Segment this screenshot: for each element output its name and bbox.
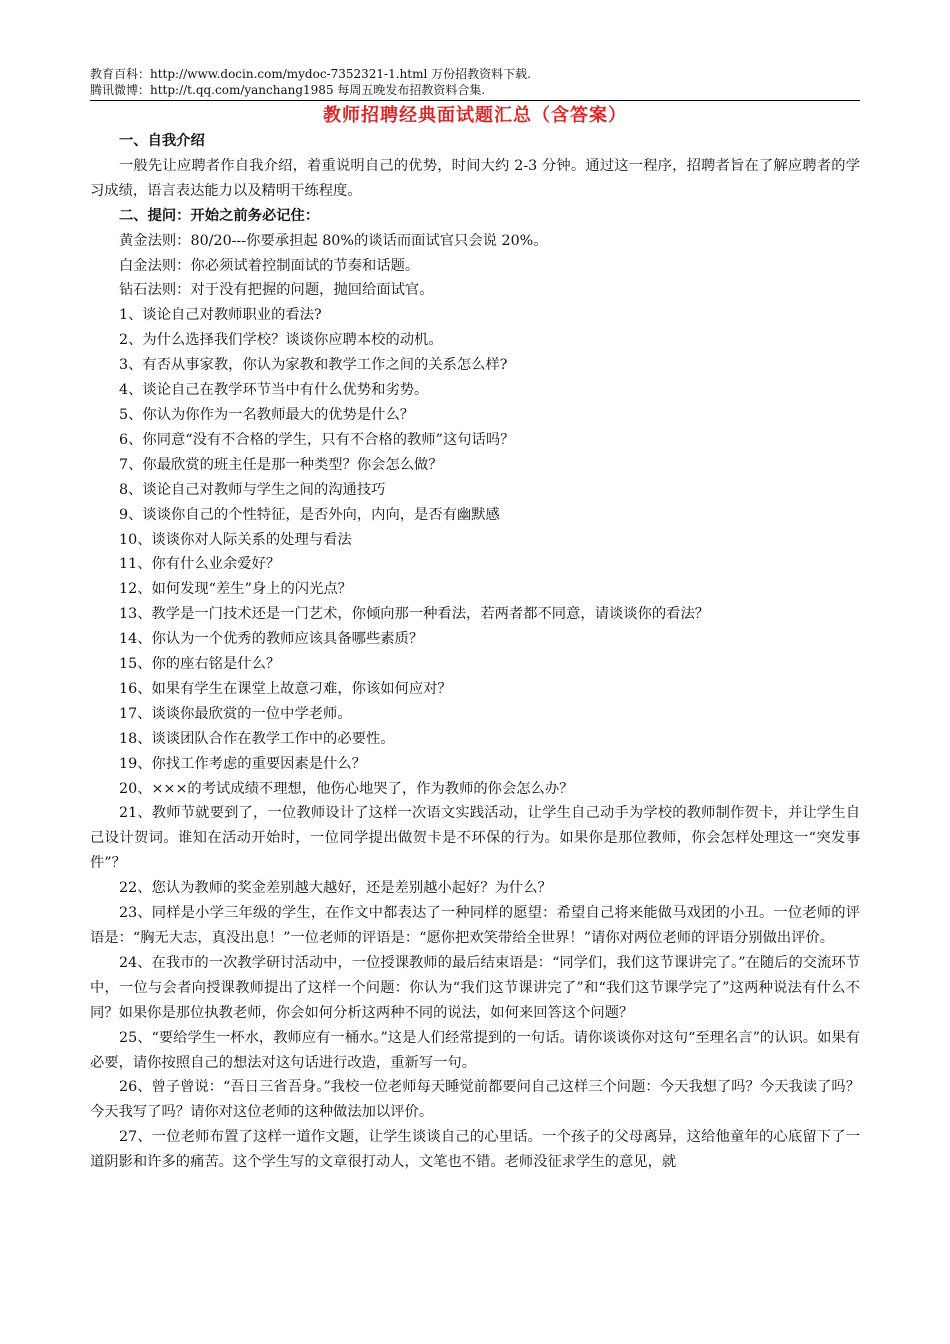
paragraph: 11、你有什么业余爱好？: [119, 556, 281, 573]
paragraph: 6、你同意“没有不合格的学生，只有不合格的教师”这句话吗？: [119, 431, 515, 448]
paragraph: 2、为什么选择我们学校？谈谈你应聘本校的动机。: [119, 332, 443, 349]
paragraph: 4、谈论自己在教学环节当中有什么优势和劣势。: [119, 382, 429, 399]
paragraph: 26、曾子曾说：“吾日三省吾身。”我校一位老师每天睡觉前都要问自己这样三个问题：今天我想了吗？今天我读了吗？今天我写了吗？请你对这位老师的这种做法加以评价。: [90, 1079, 860, 1121]
paragraph: 9、谈谈你自己的个性特征，是否外向，内向，是否有幽默感: [119, 506, 500, 523]
paragraph: 23、同样是小学三年级的学生，在作文中都表达了一种同样的愿望：希望自己将来能做马戏团的小丑。一位老师的评语是：“胸无大志，真没出息！”一位老师的评语是：“愿你把欢笑带给全世界！”请你对两位老师的评语分别做出评价。: [90, 905, 860, 946]
paragraph: 7、你最欣赏的班主任是那一种类型？你会怎么做？: [119, 456, 443, 473]
paragraph: 白金法则：你必须试着控制面试的节奏和话题。: [119, 257, 420, 274]
paragraph: 14、你认为一个优秀的教师应该具备哪些素质？: [119, 631, 424, 648]
paragraph: 钻石法则：对于没有把握的问题，抛回给面试官。: [119, 282, 434, 299]
paragraph: 13、教学是一门技术还是一门艺术，你倾向那一种看法，若两者都不同意，请谈谈你的看法？: [119, 606, 710, 623]
section-heading: 一、自我介绍: [119, 133, 205, 149]
paragraph: 18、谈谈团队合作在教学工作中的必要性。: [119, 730, 395, 747]
header-line-1: 教育百科：http://www.docin.com/mydoc-7352321-1.html 万份招教资料下载.: [90, 67, 531, 81]
paragraph: 黄金法则：80/20---你要承担起 80%的谈话而面试官只会说 20%。: [119, 232, 548, 249]
header-line-2: 腾讯微博：http://t.qq.com/yanchang1985 每周五晚发布招教资料合集.: [90, 83, 486, 97]
section-heading: 二、提问：开始之前务必记住：: [119, 207, 320, 224]
paragraph: 3、有否从事家教，你认为家教和教学工作之间的关系怎么样?: [119, 357, 508, 374]
paragraph: 22、您认为教师的奖金差别越大越好，还是差别越小起好？为什么？: [119, 880, 552, 897]
paragraph: 10、谈谈你对人际关系的处理与看法: [119, 531, 352, 548]
paragraph: 12、如何发现“差生”身上的闪光点？: [119, 581, 352, 598]
paragraph: 24、在我市的一次教学研讨活动中，一位授课教师的最后结束语是：“同学们，我们这节课讲完了。”在随后的交流环节中，一位与会者向授课教师提出了这样一个问题：你认为“我们这节课讲完了”和“我们这节课学完了”这两种说法有什么不同？如果你是那位执教老师，你会如何分析这两种不同的说法，如何来回答这个问题？: [90, 954, 860, 1021]
paragraph: 19、你找工作考虑的重要因素是什么？: [119, 755, 366, 772]
document-page: [90, 66, 860, 1175]
document-body: [90, 129, 860, 1175]
paragraph: 17、谈谈你最欣赏的一位中学老师。: [119, 705, 352, 722]
paragraph: 一般先让应聘者作自我介绍，着重说明自己的优势，时间大约 2-3 分钟。通过这一程序，招聘者旨在了解应聘者的学习成绩，语言表达能力以及精明干练程度。: [90, 157, 860, 199]
paragraph: 8、谈论自己对教师与学生之间的沟通技巧: [119, 481, 386, 498]
header-divider: [90, 100, 860, 101]
paragraph: 20、×××的考试成绩不理想，他伤心地哭了，作为教师的你会怎么办？: [119, 780, 574, 797]
paragraph: 16、如果有学生在课堂上故意刁难，你该如何应对？: [119, 680, 452, 697]
paragraph: 25、“要给学生一杯水，教师应有一桶水。”这是人们经常提到的一句话。请你谈谈你对这句“至理名言”的认识。如果有必要，请你按照自己的想法对这句话进行改造，重新写一句。: [90, 1029, 860, 1071]
paragraph: 15、你的座右铭是什么？: [119, 656, 281, 673]
paragraph: 21、教师节就要到了，一位教师设计了这样一次语文实践活动，让学生自己动手为学校的教师制作贺卡，并让学生自己设计贺词。谁知在活动开始时，一位同学提出做贺卡是不环保的行为。如果你是那位教师，你会怎样处理这一“突发事件”？: [90, 805, 860, 872]
paragraph: 27、一位老师布置了这样一道作文题，让学生谈谈自己的心里话。一个孩子的父母离异，这给他童年的心底留下了一道阴影和许多的痛苦。这个学生写的文章很打动人，文笔也不错。老师没征求学生的意见，就: [90, 1129, 860, 1171]
paragraph: 5、你认为你作为一名教师最大的优势是什么？: [119, 406, 415, 423]
document-title: 教师招聘经典面试题汇总（含答案）: [323, 105, 627, 126]
paragraph: 1、谈论自己对教师职业的看法?: [119, 307, 322, 324]
